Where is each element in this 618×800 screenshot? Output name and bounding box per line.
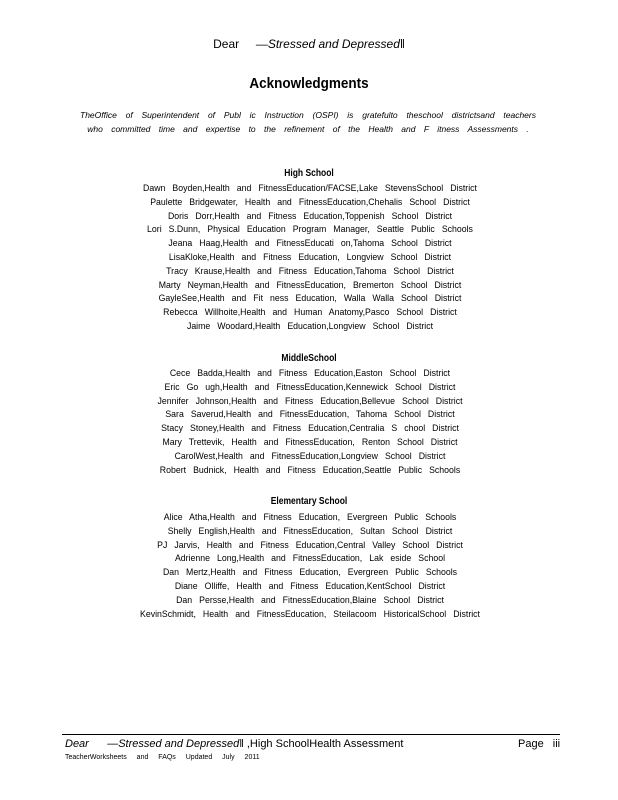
list-item: Sara Saverud,Health and FitnessEducation, Tahoma School District — [165, 409, 455, 421]
footer-prefix: Dear — [65, 738, 89, 750]
footer-title — [65, 738, 403, 750]
list-item: Lori S.Dunn, Physical Education Program Manager, Seattle Public Schools — [147, 224, 473, 236]
header-title: —Stressed and Depressed‖ — [255, 37, 405, 51]
footer-page-label: Page — [518, 738, 544, 750]
list-item: Paulette Bridgewater, Health and FitnessEducation,Chehalis School District — [150, 196, 470, 208]
footer-subline: TeacherWorksheets and FAQs Updated July 2011 — [65, 754, 260, 761]
list-item: Diane Olliffe, Health and Fitness Education,KentSchool District — [174, 580, 446, 592]
list-item: Stacy Stoney,Health and Fitness Education,Centralia S chool District — [161, 423, 459, 435]
list-item: Doris Dorr,Health and Fitness Education,Toppenish School District — [167, 210, 453, 222]
list-item: Alice Atha,Health and Fitness Education, Evergreen Public Schools — [163, 512, 457, 523]
list-item: Jaime Woodard,Health Education,Longview School District — [186, 320, 434, 332]
header-prefix: Dear — [213, 37, 240, 51]
list-item: GayleSee,Health and Fit ness Education, Walla Walla School District — [158, 293, 462, 305]
footer-page — [518, 738, 560, 750]
list-item: LisaKloke,Health and Fitness Education, Longview School District — [168, 251, 452, 263]
footer-title-text: —Stressed and Depressed‖ — [107, 738, 244, 750]
list-item: Rebecca Willhoite,Health and Human Anatomy,Pasco School District — [163, 307, 457, 319]
section-heading-middle-school: MiddleSchool — [281, 353, 337, 364]
list-item: Dan Persse,Health and FitnessEducation,Blaine School District — [176, 594, 444, 606]
intro-paragraph: TheOffice of Superintendent of Publ ic Instruction (OSPI) is gratefulto theschool districtsand teachers who committed time and expertise to the refinement of the Health and F itness Assessments . — [80, 110, 536, 134]
list-item: Mary Trettevik, Health and FitnessEducation, Renton School District — [162, 436, 458, 448]
list-item: Adrienne Long,Health and FitnessEducation, Lak eside School — [174, 553, 446, 565]
list-item: PJ Jarvis, Health and Fitness Education,Central Valley School District — [157, 539, 463, 551]
section-heading-high-school: High School — [284, 168, 334, 179]
page-header — [0, 37, 618, 51]
list-item: Dan Mertz,Health and Fitness Education, Evergreen Public Schools — [162, 567, 458, 579]
footer-suffix: ,High SchoolHealth Assessment — [246, 738, 404, 750]
list-item: Shelly English,Health and FitnessEducation, Sultan School District — [167, 525, 453, 537]
list-item: Robert Budnick, Health and Fitness Education,Seattle Public Schools — [159, 464, 461, 476]
list-item: Jeana Haag,Health and FitnessEducati on,Tahoma School District — [168, 238, 452, 250]
list-item: Tracy Krause,Health and Fitness Education,Tahoma School District — [166, 265, 454, 277]
middle-school-list — [70, 367, 550, 477]
elementary-school-list — [70, 511, 550, 621]
list-item: Marty Neyman,Health and FitnessEducation, Bremerton School District — [158, 279, 462, 291]
list-item: CarolWest,Health and FitnessEducation,Longview School District — [174, 450, 446, 462]
footer-divider — [62, 734, 560, 735]
section-heading-elementary-school: Elementary School — [270, 496, 348, 507]
list-item: KevinSchmidt, Health and FitnessEducation, Steilacoom HistoricalSchool District — [140, 608, 480, 620]
list-item: Jennifer Johnson,Health and Fitness Education,Bellevue School District — [157, 395, 463, 407]
list-item: Cece Badda,Health and Fitness Education,Easton School District — [169, 368, 451, 379]
page-title: Acknowledgments — [249, 75, 369, 92]
list-item: Eric Go ugh,Health and FitnessEducation,Kennewick School District — [164, 381, 456, 393]
footer-page-number: iii — [552, 738, 561, 750]
high-school-list — [70, 182, 550, 334]
list-item: Dawn Boyden,Health and FitnessEducation/FACSE,Lake StevensSchool District — [143, 183, 477, 194]
